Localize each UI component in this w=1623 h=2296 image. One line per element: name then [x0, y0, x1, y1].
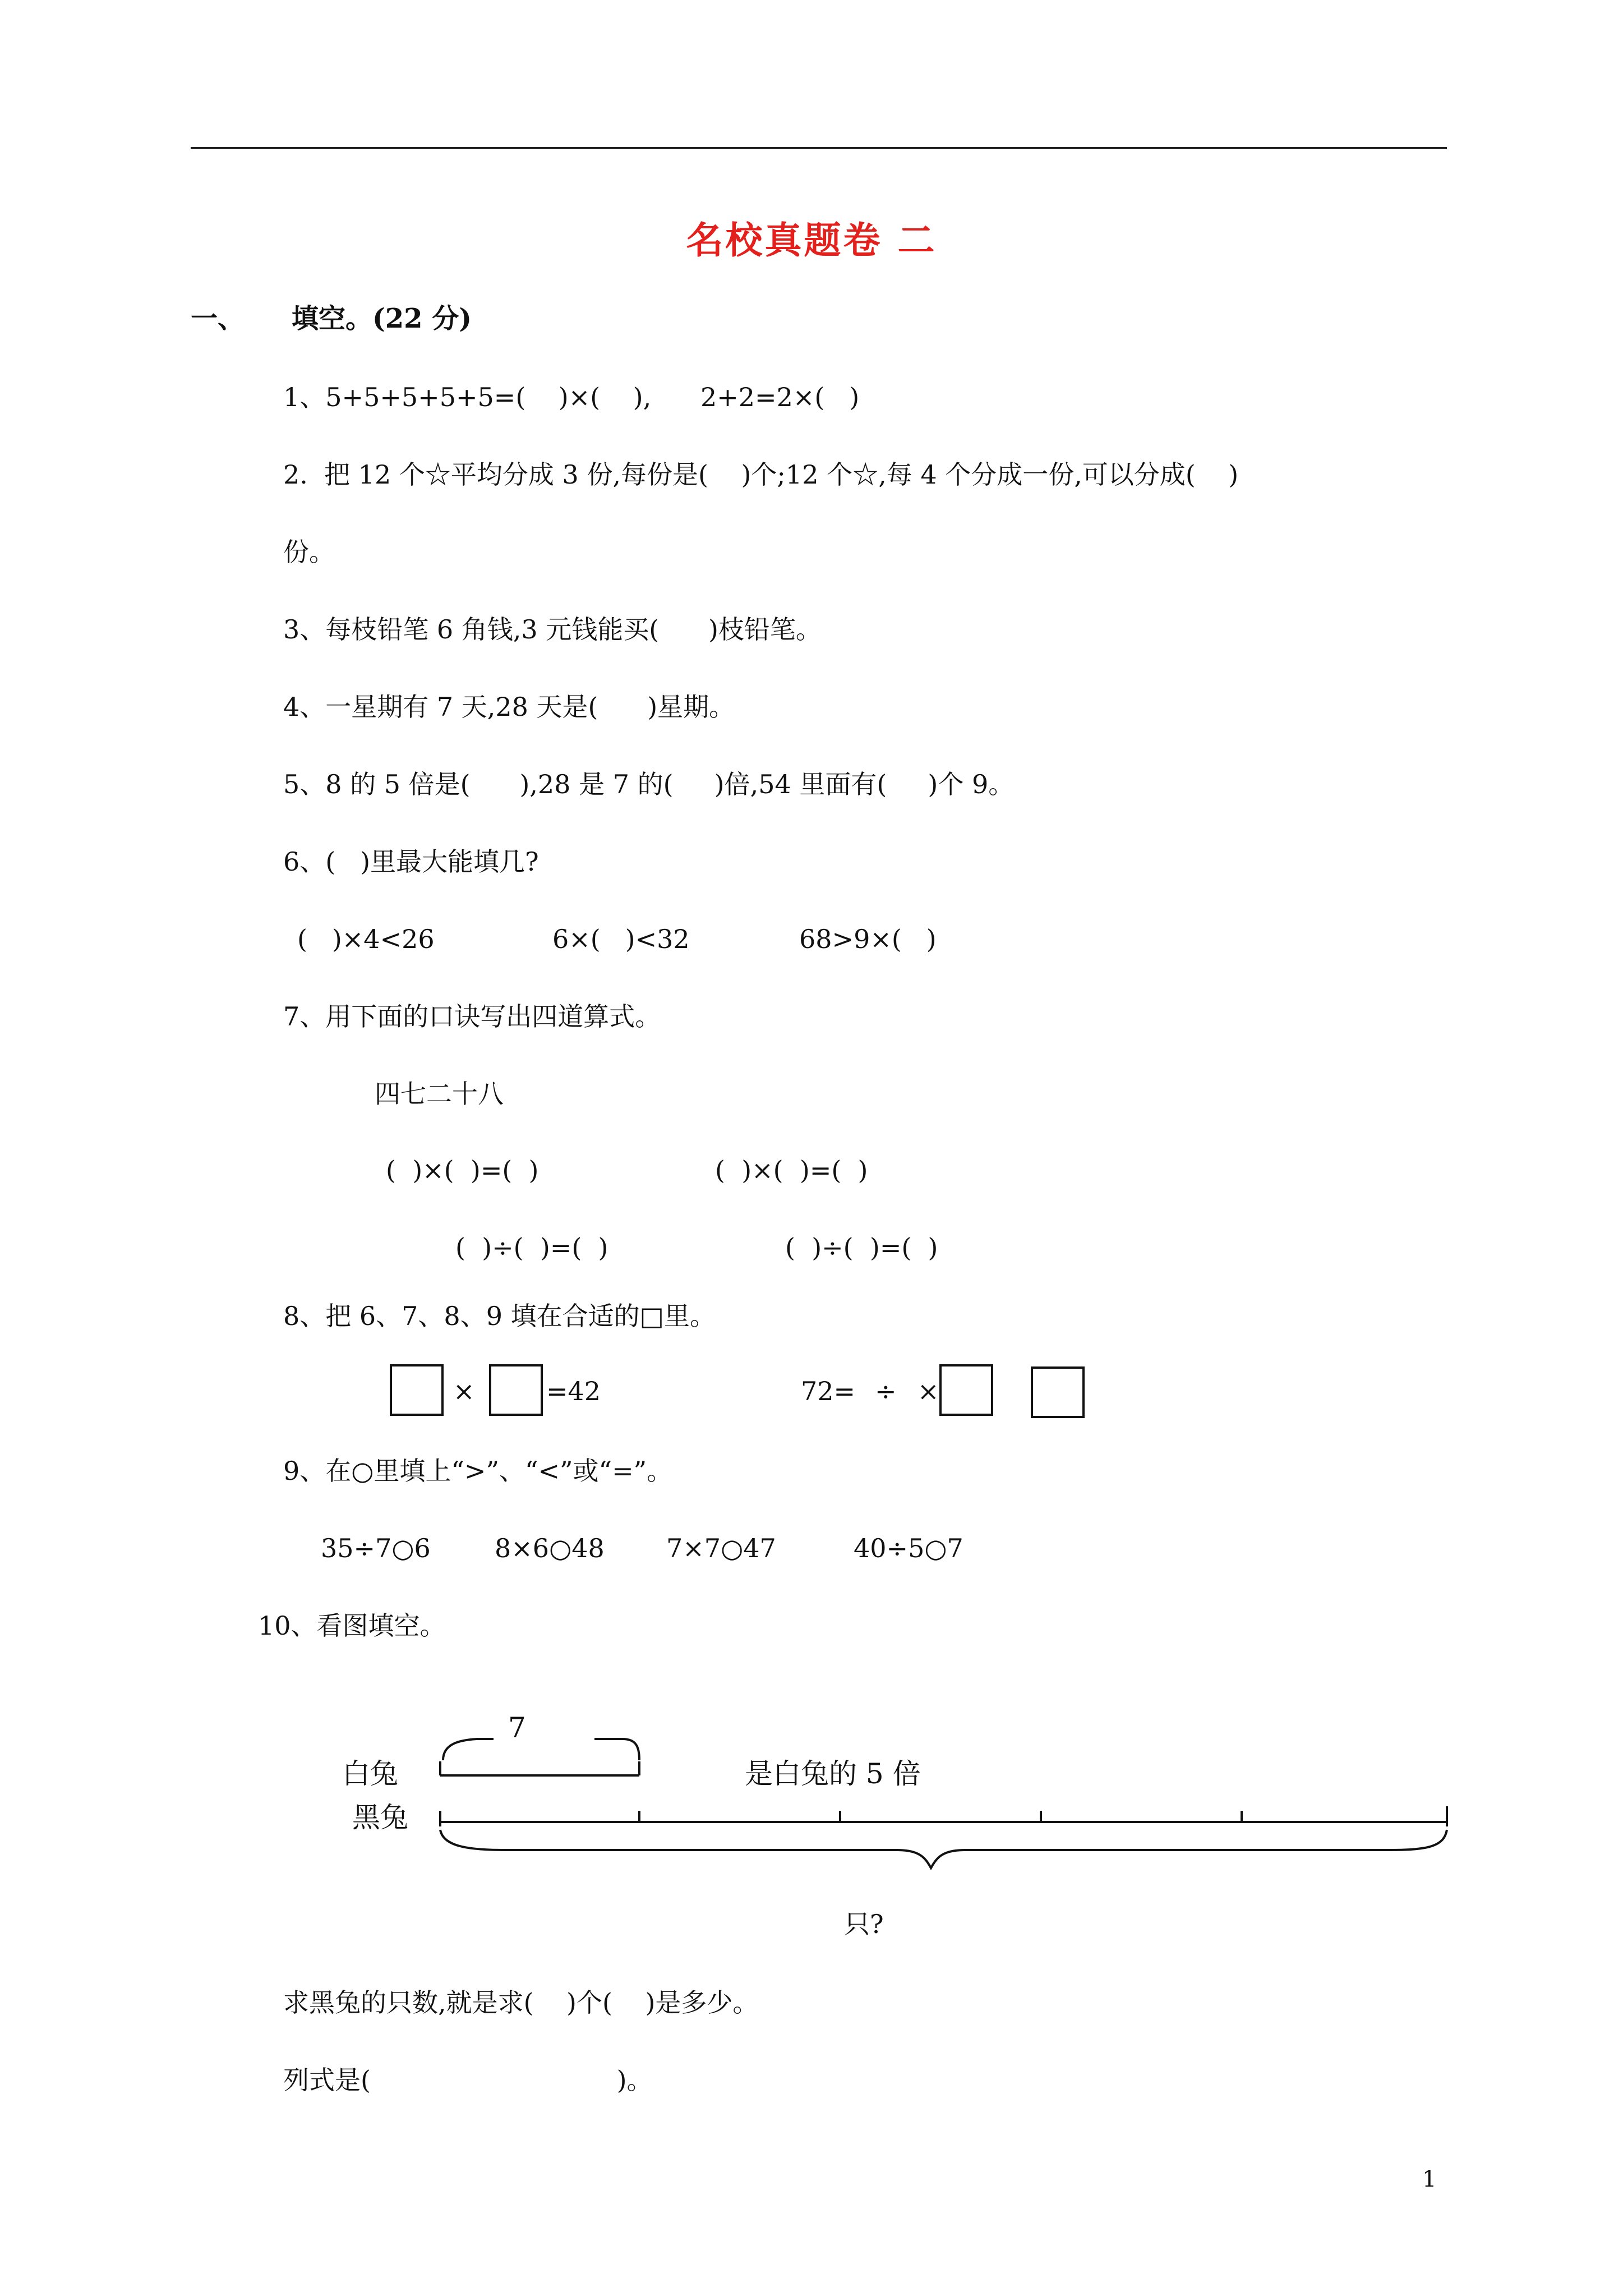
question-3: 3、每枝铅笔 6 角钱,3 元钱能买( )枝铅笔。: [283, 614, 822, 645]
question-2-line-1: 2. 把 12 个☆平均分成 3 份,每份是( )个;12 个☆,每 4 个分成一份,可以分成( ): [283, 459, 1239, 490]
times-sign: ×: [453, 1376, 475, 1406]
question-9-item-1: 35÷7○6: [321, 1533, 431, 1563]
total-question-label: 只?: [844, 1909, 884, 1939]
bottom-brace: [440, 1830, 1447, 1868]
relation-label: 是白兔的 5 倍: [745, 1757, 921, 1790]
question-2-line-2: 份。: [283, 537, 335, 567]
question-9: 9、在○里填上“>”、“<”或“=”。: [283, 1456, 673, 1486]
top-brace: [594, 1739, 639, 1760]
question-8: 8、把 6、7、8、9 填在合适的□里。: [283, 1301, 716, 1331]
page-title: 名校真题卷 二: [686, 218, 937, 262]
section-heading: 填空。(22 分): [292, 303, 472, 334]
question-9-item-4: 40÷5○7: [854, 1533, 963, 1563]
white-rabbit-label: 白兔: [342, 1757, 398, 1790]
question-9-item-2: 8×6○48: [495, 1533, 605, 1563]
brace-value: 7: [508, 1711, 526, 1744]
question-6: 6、( )里最大能填几?: [283, 846, 539, 877]
question-6-item-2: 6×( )<32: [552, 924, 690, 954]
black-rabbit-label: 黑兔: [352, 1801, 408, 1834]
equation-result: =42: [546, 1376, 601, 1406]
question-10-text-2: 列式是( )。: [283, 2065, 653, 2095]
question-4: 4、一星期有 7 天,28 天是( )星期。: [283, 692, 735, 722]
page-number: 1: [1422, 2166, 1437, 2192]
question-7-mul-1: ( )×( )=( ): [386, 1155, 539, 1185]
question-6-item-1: ( )×4<26: [297, 924, 435, 954]
question-7-mul-2: ( )×( )=( ): [715, 1155, 868, 1185]
divide-sign: ÷: [875, 1376, 897, 1406]
equation-lead: 72=: [801, 1376, 856, 1406]
section-number: 一、: [191, 303, 245, 334]
question-6-item-3: 68>9×( ): [799, 924, 937, 954]
question-5: 5、8 的 5 倍是( ),28 是 7 的( )倍,54 里面有( )个 9。: [283, 769, 1015, 799]
times-sign: ×: [917, 1376, 939, 1406]
question-7-div-1: ( )÷( )=( ): [455, 1232, 608, 1263]
question-10: 10、看图填空。: [258, 1611, 446, 1641]
question-1: 1、5+5+5+5+5=( )×( ), 2+2=2×( ): [283, 382, 860, 412]
question-7-div-2: ( )÷( )=( ): [785, 1232, 938, 1263]
question-10-text-1: 求黑兔的只数,就是求( )个( )是多少。: [283, 1987, 759, 2018]
question-9-item-3: 7×7○47: [666, 1533, 776, 1563]
question-7: 7、用下面的口诀写出四道算式。: [283, 1001, 661, 1032]
top-brace: [443, 1739, 494, 1760]
question-7-rhyme: 四七二十八: [375, 1079, 504, 1109]
